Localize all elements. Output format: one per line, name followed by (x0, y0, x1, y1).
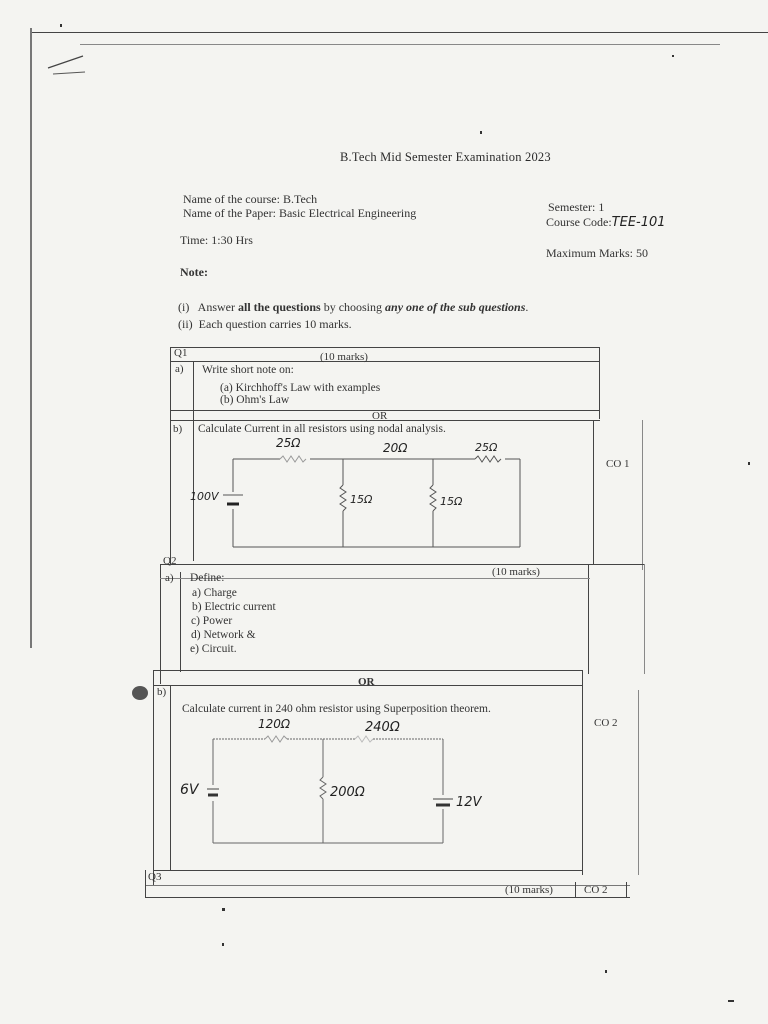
q2-a-item-5: e) Circuit. (190, 643, 237, 655)
q1-co: CO 1 (606, 458, 630, 470)
q1-a-label: a) (175, 363, 184, 375)
page-top-border-faint (80, 44, 720, 45)
q1-a-item-1: (a) Kirchhoff's Law with examples (220, 382, 381, 394)
q2-battery-left-symbol (207, 789, 219, 795)
q2-top-line (160, 564, 645, 565)
q2-a-label: a) (165, 572, 174, 584)
q1-b-label: b) (173, 423, 183, 435)
q1-resistor-top-1-zigzag (280, 456, 306, 462)
q2b-co-border (638, 690, 639, 875)
q1-right-border-b (593, 420, 594, 565)
q2-resistor-top-1-zigzag (265, 736, 287, 742)
q2-or-top-line (153, 670, 583, 671)
q2b-bottom-line (153, 870, 583, 871)
q1-resistor-top-2-label: 20Ω (383, 441, 408, 455)
q1-resistor-top-3-label: 25Ω (475, 441, 498, 454)
scan-dot (748, 462, 750, 465)
q1-resistor-mid-1-zigzag (340, 485, 346, 511)
scan-dot (672, 55, 674, 57)
course-name: Name of the course: B.Tech (183, 192, 318, 206)
q2-b-label: b) (157, 686, 167, 698)
q2b-label-divider (170, 685, 171, 870)
instruction-1-number: (i) (178, 300, 190, 314)
instruction-1-end: . (525, 300, 529, 314)
instruction-1-italic: any one of the sub questions (385, 300, 526, 314)
q1-resistor-mid-1-label: 15Ω (350, 493, 373, 506)
q2b-right-border (582, 670, 583, 875)
q1-or: OR (372, 410, 388, 422)
instruction-2-number: (ii) (178, 317, 193, 331)
exam-time: Time: 1:30 Hrs (180, 233, 253, 247)
q3-co-divider (575, 882, 576, 898)
q3-bottom-line (145, 897, 630, 898)
q2-a-item-3: c) Power (191, 615, 233, 627)
q2-label: Q2 (163, 555, 177, 567)
q2-left-border (160, 564, 161, 684)
instruction-2-text: Each question carries 10 marks. (198, 317, 352, 331)
q1-resistor-mid-2-label: 15Ω (440, 495, 463, 508)
q2-label-divider (180, 572, 181, 672)
q1-resistor-mid-2-zigzag (430, 485, 436, 511)
q2-a-item-2: b) Electric current (192, 601, 276, 613)
q3-label: Q3 (148, 871, 162, 883)
q2-resistor-top-1-label: 120Ω (258, 717, 291, 731)
q2-battery-right-symbol (433, 799, 453, 805)
q1-marks: (10 marks) (320, 351, 368, 363)
course-code-value: TEE-101 (611, 215, 666, 230)
q1-battery-symbol (223, 495, 243, 504)
q2-co-border (644, 564, 645, 674)
q2-resistor-top-2-label: 240Ω (365, 720, 400, 735)
pen-mark (45, 50, 90, 80)
q1-source-label: 100V (190, 490, 219, 503)
q2-a-item-4: d) Network & (191, 629, 256, 641)
q3-marks: (10 marks) (505, 884, 553, 896)
q1-co-border (642, 420, 643, 570)
instruction-2 (178, 317, 352, 332)
course-code-label: Course Code: (546, 215, 612, 229)
scan-blot (132, 686, 148, 700)
q3-right-border (626, 882, 627, 898)
q2-header-line (160, 578, 590, 579)
scan-dot (222, 908, 225, 911)
q1-header-line (170, 361, 600, 362)
q1-b-text: Calculate Current in all resistors using nodal analysis. (198, 423, 446, 435)
q2-resistor-mid-zigzag (320, 777, 326, 799)
q2-source-left-label: 6V (180, 782, 199, 798)
q2-b-text: Calculate current in 240 ohm resistor using Superposition theorem. (182, 703, 491, 715)
scan-dot (605, 970, 607, 973)
instruction-1-text-a: Answer (197, 300, 238, 314)
q1-left-border (170, 347, 171, 564)
instruction-1-text-b: by choosing (320, 300, 386, 314)
q2b-left-border (153, 670, 154, 885)
scan-dot (728, 1000, 734, 1002)
scan-dot (222, 943, 224, 946)
q2-right-border (588, 564, 589, 674)
q1-right-border (599, 347, 600, 419)
instruction-1-bold: all the questions (238, 300, 321, 314)
q1-resistor-top-3-zigzag (475, 456, 501, 462)
exam-title: B.Tech Mid Semester Examination 2023 (340, 150, 551, 164)
q1-a-text: Write short note on: (202, 364, 294, 376)
page-top-border (30, 32, 768, 33)
q2-source-right-label: 12V (456, 795, 482, 810)
q2-resistor-top-2-zigzag (355, 736, 373, 742)
q1-resistor-top-1-label: 25Ω (276, 436, 301, 450)
q3-top-line (145, 885, 630, 886)
q1-a-item-2: (b) Ohm's Law (220, 394, 290, 406)
scan-dot (480, 131, 482, 134)
q2-a-item-1: a) Charge (192, 587, 237, 599)
semester: Semester: 1 (548, 200, 605, 214)
q2-resistor-mid-label: 200Ω (330, 785, 365, 800)
scan-mark-left (30, 28, 32, 648)
q2-marks: (10 marks) (492, 566, 540, 578)
note-heading: Note: (180, 265, 208, 279)
q2-co: CO 2 (594, 717, 618, 729)
max-marks: Maximum Marks: 50 (546, 246, 648, 260)
q1-label: Q1 (174, 347, 188, 359)
q2-a-text: Define: (190, 572, 225, 584)
scan-dot (60, 24, 62, 27)
course-code (546, 215, 666, 230)
q1-top-line (170, 347, 600, 348)
paper-name: Name of the Paper: Basic Electrical Engineering (183, 206, 417, 220)
instruction-1 (178, 300, 528, 315)
q3-co: CO 2 (584, 884, 608, 896)
q3-left-border (145, 870, 146, 898)
q2-or: OR (358, 676, 375, 688)
